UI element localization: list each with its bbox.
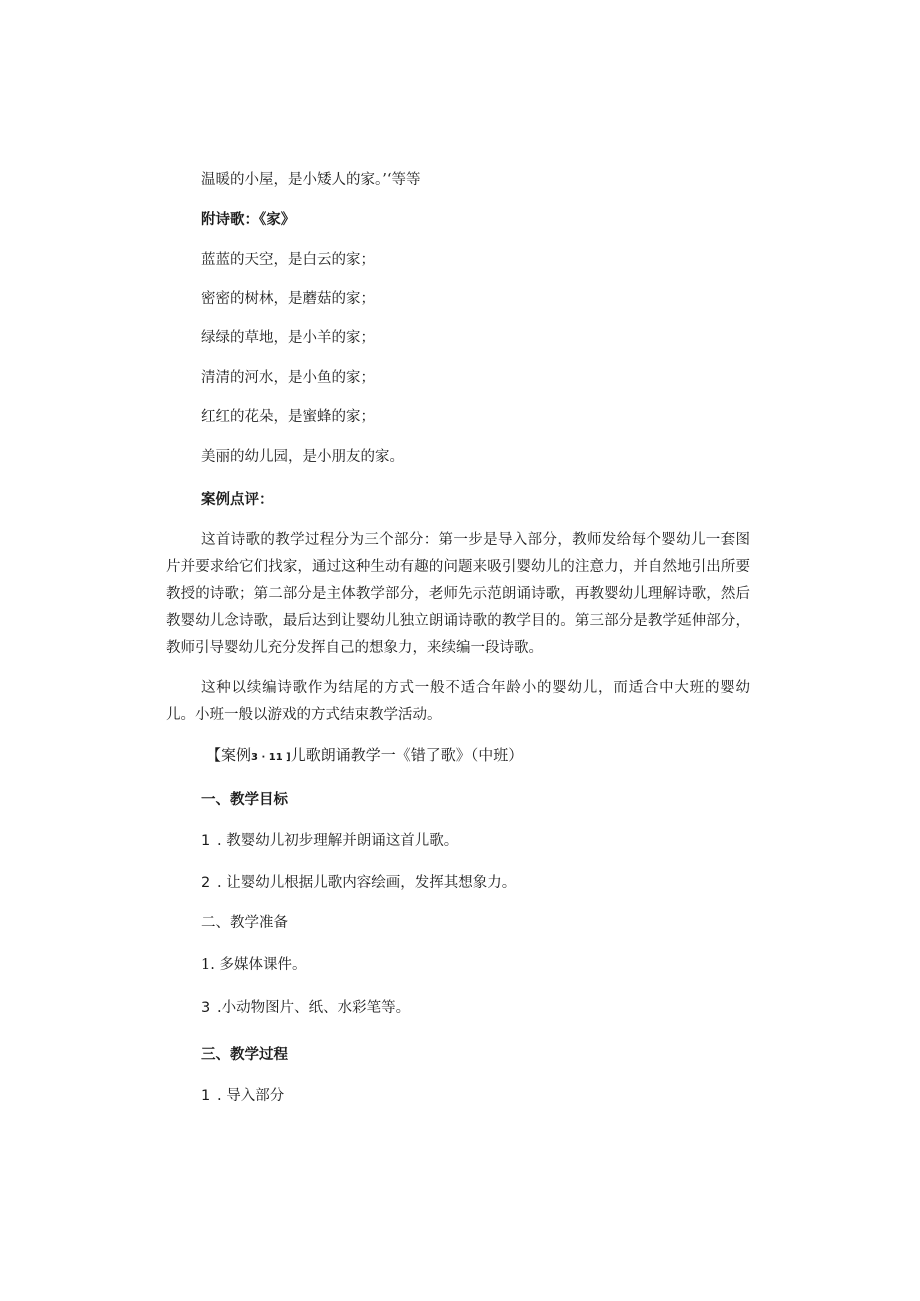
review-heading: 案例点评： bbox=[201, 492, 274, 508]
process-heading: 三、教学过程 bbox=[201, 1047, 288, 1063]
prep-item bbox=[201, 998, 410, 1018]
poem-line: 绿绿的草地，是小羊的家； bbox=[201, 330, 375, 346]
poem-heading: 附诗歌：《家》 bbox=[201, 212, 296, 228]
goals-heading: 一、教学目标 bbox=[201, 792, 288, 808]
goal-text: . 教婴幼儿初步理解并朗诵这首儿歌。 bbox=[217, 833, 459, 849]
case-title bbox=[206, 745, 523, 768]
intro-ending-line: 温暖的小屋，是小矮人的家。’‘等等 bbox=[201, 172, 421, 188]
goal-item bbox=[201, 873, 516, 893]
prep-number: 3 bbox=[201, 1000, 211, 1016]
goal-item bbox=[201, 831, 458, 851]
process-item bbox=[201, 1086, 284, 1106]
goal-number: 1 bbox=[201, 833, 211, 849]
poem-line: 美丽的幼儿园，是小朋友的家。 bbox=[201, 449, 404, 465]
prep-heading: 二、教学准备 bbox=[201, 915, 288, 931]
review-paragraph: 这首诗歌的教学过程分为三个部分：第一步是导入部分，教师发给每个婴幼儿一套图片并要求给它们找家，通过这种生动有趣的问题来吸引婴幼儿的注意力，并自然地引出所要教授的诗歌；第二部分是主体教学部分，老师先示范朗诵诗歌，再教婴幼儿理解诗歌，然后教婴幼儿念诗歌，最后达到让婴幼儿独立朗诵诗歌的教学目的。第三部分是教学延伸部分，教师引导婴幼儿充分发挥自己的想象力，来续编一段诗歌。 bbox=[166, 532, 750, 656]
process-text: . 导入部分 bbox=[217, 1088, 285, 1104]
poem-line: 清清的河水，是小鱼的家； bbox=[201, 370, 375, 386]
review-paragraph: 这种以续编诗歌作为结尾的方式一般不适合年龄小的婴幼儿，而适合中大班的婴幼儿。小班一般以游戏的方式结束教学活动。 bbox=[166, 680, 750, 723]
goal-number: 2 bbox=[201, 875, 211, 891]
case-number: 3 · 11 ] bbox=[251, 752, 291, 763]
case-prefix: 【案例 bbox=[206, 746, 252, 764]
poem-line: 蓝蓝的天空，是白云的家； bbox=[201, 252, 375, 268]
prep-text: .小动物图片、纸、水彩笔等。 bbox=[217, 1000, 411, 1016]
poem-line: 红红的花朵，是蜜蜂的家； bbox=[201, 409, 375, 425]
prep-item: 1. 多媒体课件。 bbox=[201, 957, 307, 973]
goal-text: . 让婴幼儿根据儿歌内容绘画，发挥其想象力。 bbox=[217, 875, 517, 891]
poem-line: 密密的树林，是蘑菇的家； bbox=[201, 291, 375, 307]
case-name: 儿歌朗诵教学一《错了歌》（中班） bbox=[290, 746, 524, 764]
process-number: 1 bbox=[201, 1088, 211, 1104]
